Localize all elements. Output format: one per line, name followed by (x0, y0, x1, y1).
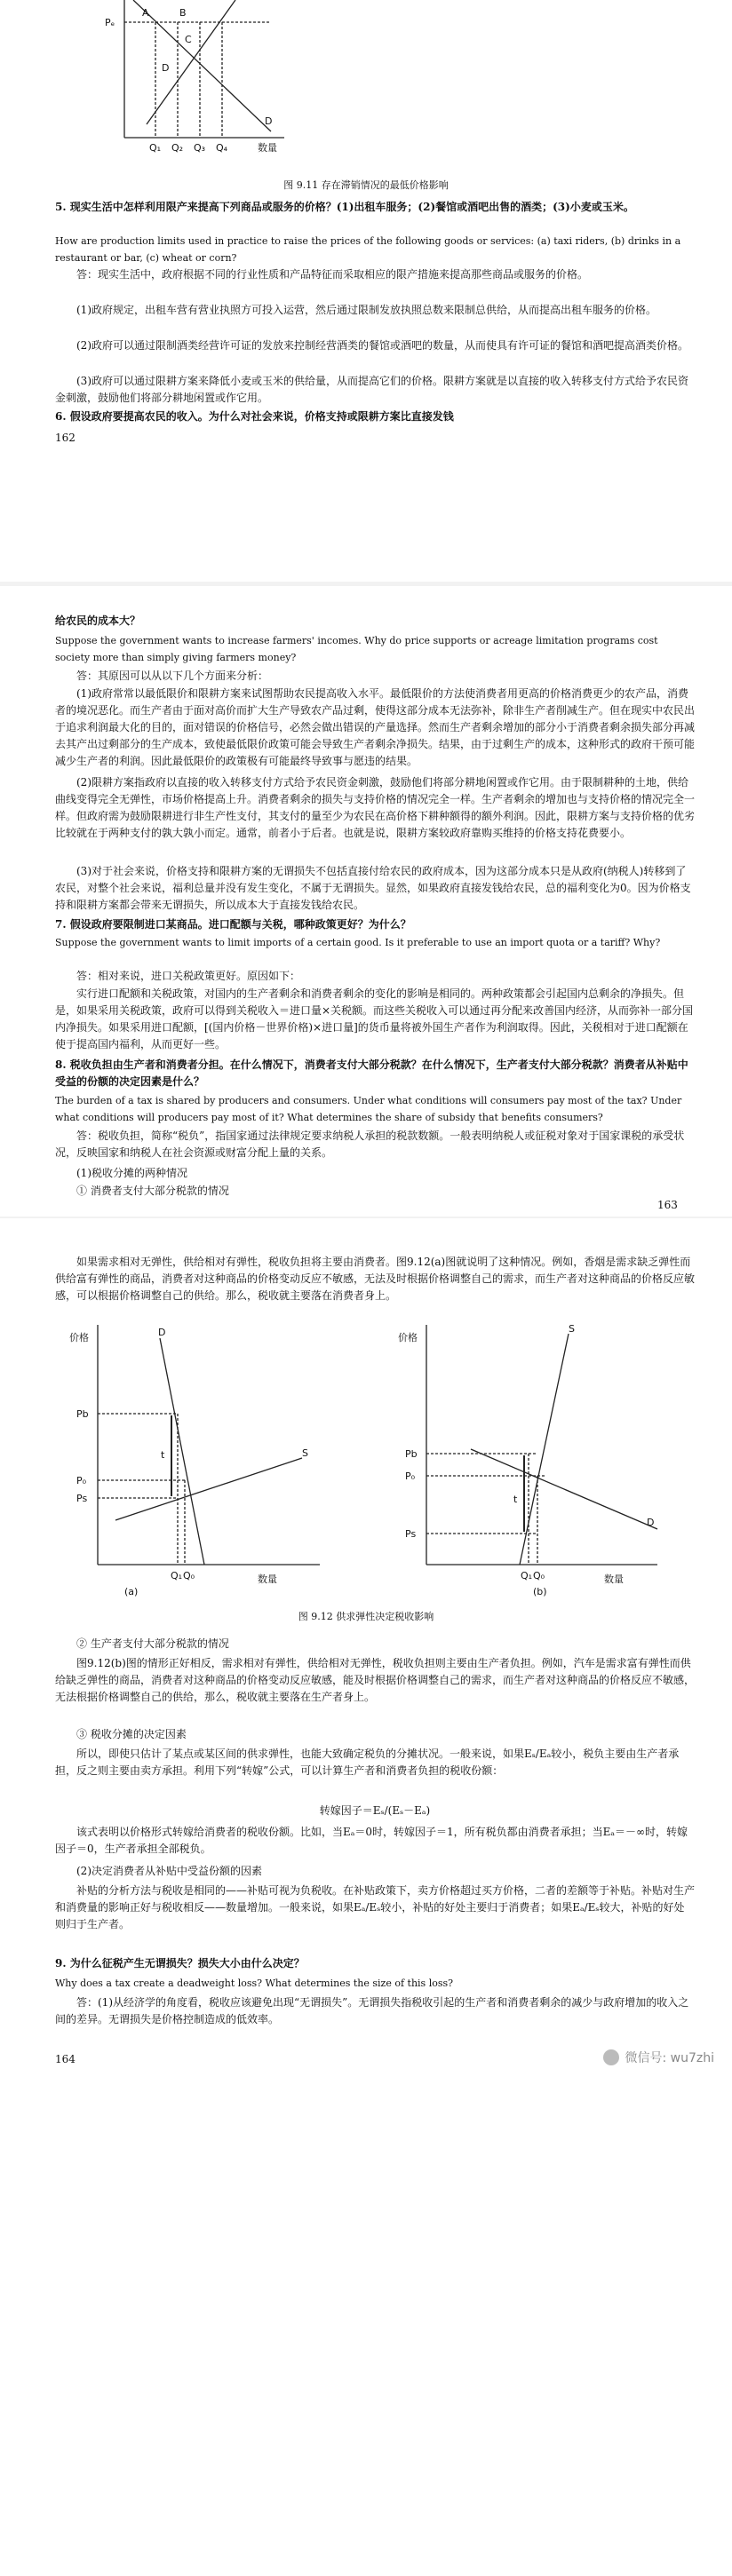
question-8-answer: 答：税收负担，简称“税负”，指国家通过法律规定要求纳税人承担的税款数额。一般表明纳税人或征税对象对于国家课税的承受状况，反映国家和纳税人在社会资源或财富分配上量的关系。 (55, 1129, 685, 1159)
label-ps: Ps (76, 1493, 88, 1504)
label-p0: P₀ (76, 1475, 87, 1486)
wechat-icon (603, 2049, 619, 2065)
figure-caption: 图 9.12 供求弹性决定税收影响 (298, 1611, 434, 1622)
question-9-title: 9. 为什么征税产生无谓损失？损失大小由什么决定？ (55, 1957, 305, 1970)
demand-curve (471, 1449, 657, 1529)
question-8-heading-1: (1)税收分摊的两种情况 (76, 1167, 187, 1179)
demand-curve (133, 0, 271, 131)
label-pe: Pₑ (105, 17, 115, 28)
figure-9-11 (0, 0, 732, 169)
question-7-answer: 答：相对来说，进口关税政策更好。原因如下： (76, 970, 301, 982)
label-q4: Q₄ (216, 142, 228, 154)
page-162 (0, 0, 732, 586)
label-a: A (142, 7, 149, 19)
label-b: B (179, 7, 187, 19)
label-p0: P₀ (405, 1470, 416, 1482)
label-q1: Q₁ (149, 142, 162, 154)
formula-paragraph: 该式表明以价格形式转嫁给消费者的税收份额。比如，当Eₐ＝0时，转嫁因子＝1，所有税负都由消费者承担；当Eₐ＝－∞时，转嫁因子＝0，生产者承担全部税负。 (55, 1826, 688, 1855)
question-6-title: 6. 假设政府要提高农民的收入。为什么对社会来说，价格支持或限耕方案比直接发钱 (55, 410, 454, 423)
figure-9-12a (53, 1316, 338, 1600)
label-pb: Pb (76, 1408, 89, 1420)
page-number: 163 (657, 1199, 678, 1211)
y-axis-label: 价格 (398, 1332, 418, 1343)
label-d: D (158, 1327, 166, 1338)
question-9-answer: 答：(1)从经济学的角度看，税收应该避免出现“无谓损失”。无谓损失指税收引起的生产者和消费者剩余的减少与政府增加的收入之间的差异。无谓损失是价格控制造成的低效率。 (55, 1996, 689, 2025)
figure-9-12b (391, 1316, 675, 1600)
page-number: 162 (55, 432, 76, 444)
supply-curve (520, 1334, 569, 1565)
question-6-answer-2: (2)限耕方案指政府以直接的收入转移支付方式给予农民资金刺激，鼓励他们将部分耕地闲置或作它用。由于限制耕种的土地，供给曲线变得完全无弹性，市场价格提高上升。消费者剩余的损失与支持价格的情况完全一样。生产者剩余的增加也与支持价格的情况完全一样。但政府需为鼓励限耕进行非生产性支付，其支付的量至少为农民在高价格下耕种额得的额外利润。因此，限耕方案与支持价格的优劣比较就在于两种支付的孰大孰小而定。通常，前者小于后者。也就是说，限耕方案较政府靠购买维持的价格支持花费要小。 (55, 776, 696, 839)
watermark-text: 微信号: wu7zhi (625, 2051, 714, 2065)
label-q0: Q₀ (183, 1570, 195, 1581)
question-5-answer-3: (3)政府可以通过限耕方案来降低小麦或玉米的供给量，从而提高它们的价格。限耕方案就是以直接的收入转移支付方式给予农民资金刺激，鼓励他们将部分耕地闲置或作它用。 (55, 375, 689, 404)
producer-paragraph: 图9.12(b)图的情形正好相反，需求相对有弹性，供给相对无弹性，税收负担则主要由生产者负担。例如，汽车是需求富有弹性而供给缺乏弹性的商品，消费者对这种商品的价格变动反应敏感，能及时根据价格调整自己的需求，而生产者对这种商品的价格反应不敏感，无法根据价格调整自己的供给，那么，税收就主要落在生产者身上。 (55, 1657, 696, 1703)
subsidy-paragraph: 补贴的分析方法与税收是相同的——补贴可视为负税收。在补贴政策下，卖方价格超过买方价格，二者的差额等于补贴。补贴对生产和消费量的影响正好与税收相反——数量增加。一般来说，如果Eₐ/Eₛ较小，补贴的好处主要归于消费者；如果Eₐ/Eₛ较大，补贴的好处则归于生产者。 (55, 1884, 696, 1930)
question-5-english: How are production limits used in practice to raise the prices of the following goods or services: (a) taxi riders, (b) drinks in a restaurant or bar, (c) wheat or corn? (55, 235, 681, 264)
producer-heading: ② 生产者支付大部分税款的情况 (76, 1637, 229, 1650)
label-t: t (161, 1449, 165, 1461)
subfigure-label-a: (a) (124, 1586, 139, 1597)
rule-heading: ③ 税收分摊的决定因素 (76, 1728, 187, 1740)
question-9-english: Why does a tax create a deadweight loss? What determines the size of this loss? (55, 1978, 454, 1989)
question-8-heading-2: ① 消费者支付大部分税款的情况 (76, 1185, 229, 1197)
question-5-answer-2: (2)政府可以通过限制酒类经营许可证的发放来控制经营酒类的餐馆或酒吧的数量，从而使具有许可证的餐馆和酒吧提高酒类价格。 (76, 339, 689, 352)
label-q2: Q₂ (171, 142, 184, 154)
question-5-title: 5. 现实生活中怎样利用限产来提高下列商品或服务的价格？(1)出租车服务；(2)餐馆或酒吧出售的酒类；(3)小麦或玉米。 (55, 201, 634, 213)
page-163 (0, 586, 732, 1218)
figure-caption: 图 9.11 存在滞销情况的最低价格影响 (283, 179, 449, 191)
watermark (603, 2049, 714, 2066)
y-axis-label: 价格 (69, 1332, 89, 1343)
label-d: D (265, 115, 273, 127)
question-7-answer-1: 实行进口配额和关税政策，对国内的生产者剩余和消费者剩余的变化的影响是相同的。两种政策都会引起国内总剩余的净损失。但是，如果采用关税政策，政府可以得到关税收入＝进口量×关税额。而这些关税收入可以通过再分配来改善国内经济，从而弥补一部分国内净损失。如果采用进口配额，[(国内价格－世界价格)×进口量]的货币量将被外国生产者作为利润取得。因此，关税相对于进口配额在使于提高国内福利，从而更好一些。 (55, 987, 694, 1050)
question-7-title: 7. 假设政府要限制进口某商品。进口配额与关税，哪种政策更好？为什么？ (55, 918, 411, 931)
question-5-answer: 答：现实生活中，政府根据不同的行业性质和产品特征而采取相应的限产措施来提高那些商品或服务的价格。 (76, 268, 589, 281)
intro-paragraph: 如果需求相对无弹性，供给相对有弹性，税收负担将主要由消费者。图9.12(a)图就说明了这种情况。例如，香烟是需求缺乏弹性而供给富有弹性的商品，消费者对这种商品的价格变动反应不敏感，无法及时根据价格调整自己的需求，而生产者对这种商品的价格反应敏感，可以根据价格调整自己的供给。那么，税收就主要落在消费者身上。 (55, 1256, 696, 1302)
label-ps: Ps (405, 1528, 417, 1540)
label-q1: Q₁ (171, 1570, 183, 1581)
label-s: S (569, 1323, 575, 1335)
label-q1: Q₁ (521, 1570, 533, 1581)
label-q3: Q₃ (194, 142, 206, 154)
rule-paragraph: 所以，即使只估计了某点或某区间的供求弹性，也能大致确定税负的分摊状况。一般来说，如果Eₛ/Eₐ较小，税负主要由生产者承担，反之则主要由卖方承担。利用下列“转嫁”公式，可以计算生产者和消费者负担的税收份额： (55, 1748, 680, 1777)
page-number: 164 (55, 2053, 76, 2065)
label-d-area: D (162, 62, 170, 74)
question-8-title: 8. 税收负担由生产者和消费者分担。在什么情况下，消费者支付大部分税款？在什么情况下，生产者支付大部分税款？消费者从补贴中受益的份额的决定因素是什么？ (55, 1058, 688, 1088)
question-6-continued: 给农民的成本大？ (55, 614, 141, 627)
question-5-answer-1: (1)政府规定，出租车营有营业执照方可投入运营，然后通过限制发放执照总数来限制总供给，从而提高出租车服务的价格。 (76, 304, 657, 316)
label-d: D (647, 1517, 655, 1528)
question-8-english: The burden of a tax is shared by producers and consumers. Under what conditions will consumers pay most of the tax? Under what conditions will producers pay most of it? What determines the share of subsidy that benefits consumers? (55, 1095, 682, 1123)
formula: 转嫁因子＝Eₛ/(Eₛ－Eₐ) (319, 1804, 431, 1817)
label-c: C (185, 34, 192, 45)
question-7-english: Suppose the government wants to limit imports of a certain good. Is it preferable to use an import quota or a tariff? Why? (55, 937, 661, 948)
label-s: S (302, 1447, 308, 1459)
question-6-answer: 答：其原因可以从以下几个方面来分析： (76, 670, 269, 682)
label-q0: Q₀ (533, 1570, 545, 1581)
x-axis-label: 数量 (604, 1573, 624, 1585)
subfigure-label-b: (b) (533, 1586, 547, 1597)
question-6-english: Suppose the government wants to increase farmers' incomes. Why do price supports or acreage limitation programs cost society more than simply giving farmers money? (55, 635, 658, 663)
supply-curve (115, 1458, 302, 1520)
label-pb: Pb (405, 1448, 418, 1460)
x-axis-label: 数量 (258, 1573, 277, 1585)
subsidy-heading: (2)决定消费者从补贴中受益份额的因素 (76, 1865, 262, 1877)
demand-curve (160, 1338, 204, 1565)
question-6-answer-3: (3)对于社会来说，价格支持和限耕方案的无谓损失不包括直接付给农民的政府成本，因为这部分成本只是从政府(纳税人)转移到了农民，对整个社会来说，福利总量并没有发生变化，不属于无谓损失。显然，如果政府直接发钱给农民，总的福利变化为0。因为价格支持和限耕方案都会带来无谓损失，所以成本大于直接发钱给农民。 (55, 865, 691, 911)
x-axis-label: 数量 (258, 142, 277, 154)
label-t: t (513, 1494, 518, 1505)
page-164 (0, 1218, 732, 2576)
question-6-answer-1: (1)政府常常以最低限价和限耕方案来试图帮助农民提高收入水平。最低限价的方法使消费者用更高的价格消费更少的农产品，消费者的境况恶化。而生产者由于面对高价而扩大生产导致农产品过剩，使得这部分成本无法弥补，除非生产者削减生产。但在现实中农民出于追求利润最大化的目的，面对错误的价格信号，必然会做出错误的产量选择。然而生产者剩余增加的部分小于消费者剩余损失部分再减去其产出过剩部分的生产成本，致使最低限价政策可能会导致生产者剩余净损失。结果，由于过剩生产的成本，这种形式的政府干预可能减少生产者的利润。因此最低限价的政策极有可能最终导致事与愿违的结果。 (55, 687, 696, 767)
